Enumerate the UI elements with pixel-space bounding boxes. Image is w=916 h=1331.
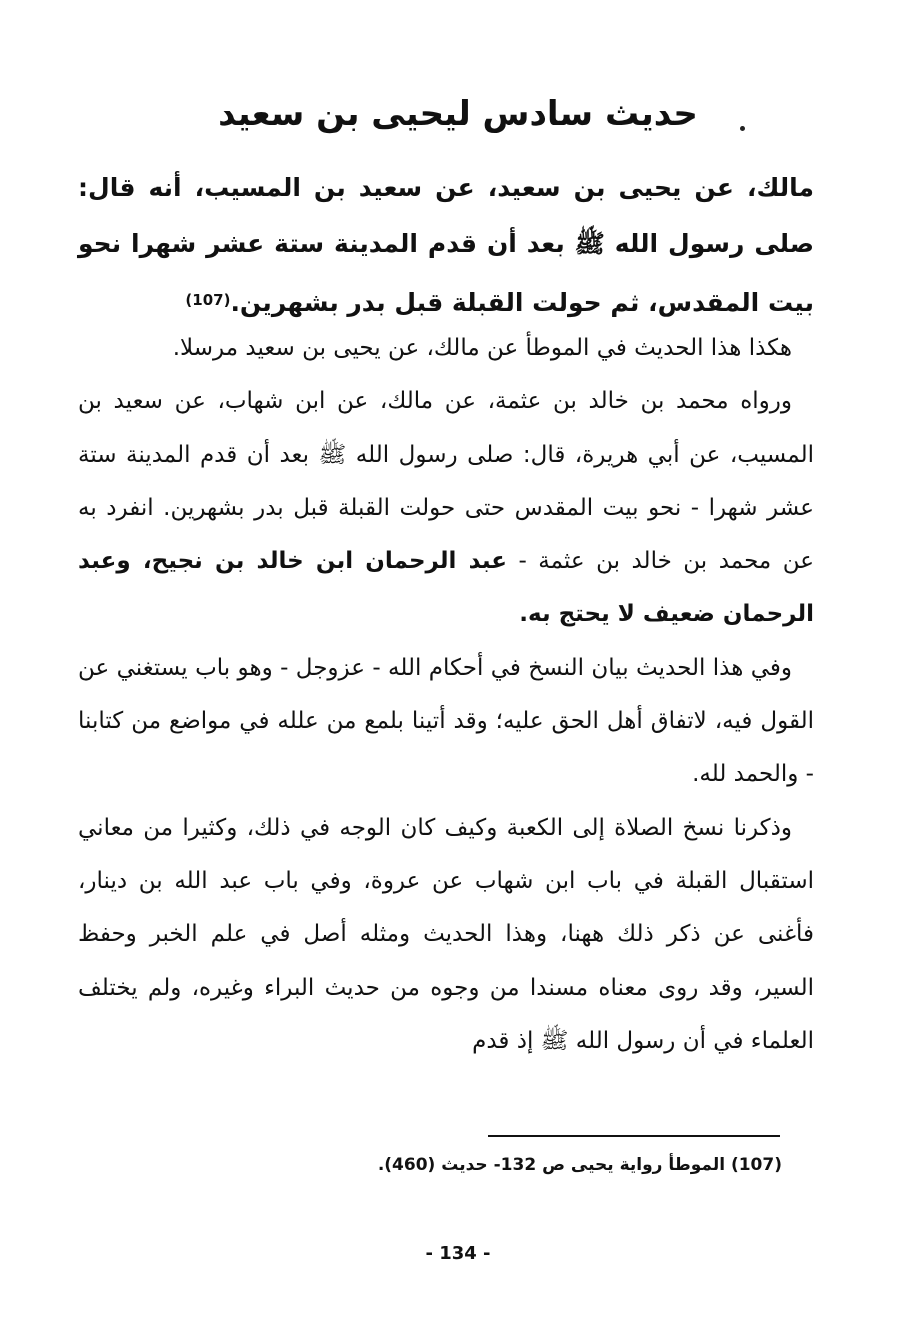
section-title: حديث سادس ليحيى بن سعيد [218, 94, 698, 134]
paragraph-3-text: وفي هذا الحديث بيان النسخ في أحكام الله - عزوجل - وهو باب يستغني عن القول فيه، لاتفاق أهل الحق عليه؛ وقد أتينا بلمع من علله في مواضع من كتابنا - والحمد لله. [78, 654, 814, 788]
commentary-body [78, 322, 814, 1068]
paragraph-2-bold-text: عبد الرحمان ابن خالد بن نجيح، وعبد الرحمان ضعيف لا يحتج به. [78, 548, 814, 628]
paragraph-4-text: وذكرنا نسخ الصلاة إلى الكعبة وكيف كان الوجه في ذلك، وكثيرا من معاني استقبال القبلة في باب ابن شهاب عن عروة، وفي باب عبد الله بن دينار، فأغنى عن ذكر ذلك ههنا، وهذا الحديث ومثله أصل في علم الخبر وحفظ السير، وقد روى معناه مسندا من وجوه من حديث البراء وغيره، ولم يختلف العلماء في أن رسول الله ﷺ إذ قدم [78, 814, 814, 1054]
paragraph-2-text: ورواه محمد بن خالد بن عثمة، عن مالك، عن ابن شهاب، عن سعيد بن المسيب، عن أبي هريرة، قال: صلى رسول الله ﷺ بعد أن قدم المدينة ستة عشر شهرا - نحو بيت المقدس حتى حولت القبلة قبل بدر بشهرين. انفرد به عن محمد بن خالد بن عثمة - [78, 388, 814, 575]
hadith-body: مالك، عن يحيى بن سعيد، عن سعيد بن المسيب، أنه قال: صلى رسول الله ﷺ بعد أن قدم المدينة ستة عشر شهرا نحو بيت المقدس، ثم حولت القبلة قبل بدر بشهرين. [78, 173, 814, 317]
hadith-text [78, 160, 814, 331]
footnote-separator [488, 1135, 780, 1137]
ink-dot [740, 126, 745, 131]
paragraph-1 [78, 322, 814, 375]
paragraph-3 [78, 642, 814, 802]
paragraph-1-text: هكذا هذا الحديث في الموطأ عن مالك، عن يحيى بن سعيد مرسلا. [172, 335, 792, 361]
paragraph-4 [78, 802, 814, 1068]
footnote-reference: (107) [185, 291, 231, 309]
paragraph-2 [78, 375, 814, 641]
footnote: (107) الموطأ رواية يحيى ص 132- حديث (460). [377, 1155, 782, 1175]
page-number: - 134 - [425, 1243, 491, 1264]
